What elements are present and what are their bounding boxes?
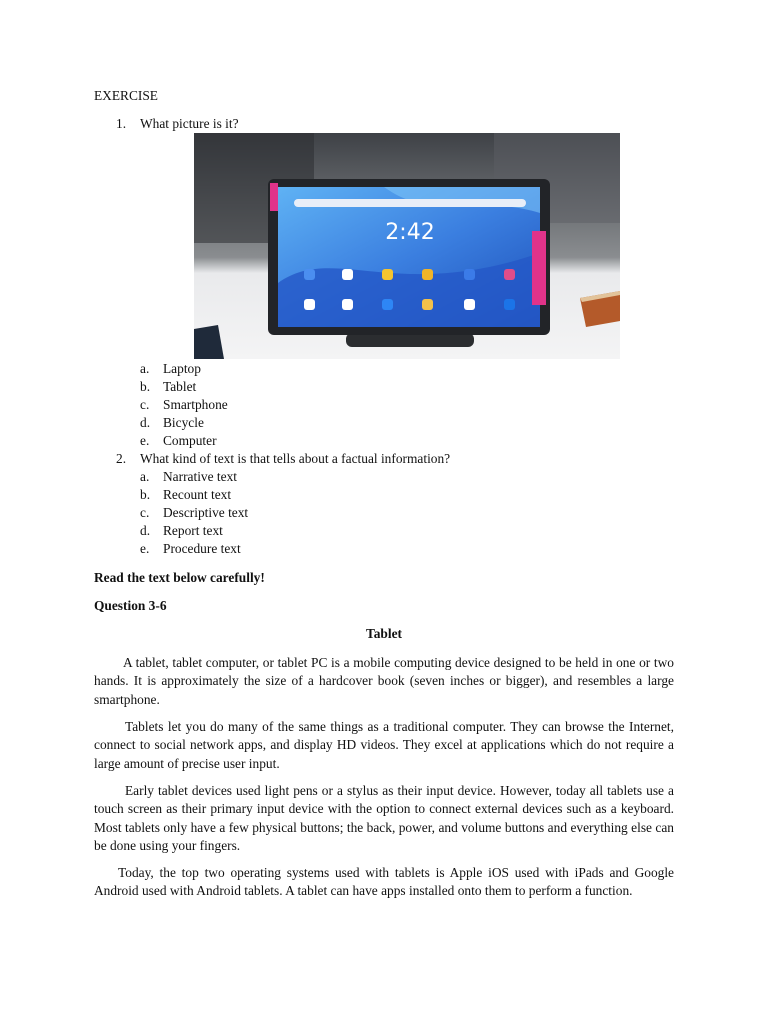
q1-option-d-text: Bicycle: [163, 415, 204, 430]
question-2-number: 2.: [116, 451, 127, 466]
q2-option-b-text: Recount text: [163, 487, 232, 502]
tablet-clock: 2:42: [385, 220, 435, 245]
q1-option-d-letter: d.: [140, 415, 151, 430]
question-2-text: What kind of text is that tells about a factual information?: [140, 451, 451, 466]
q2-option-a-text: Narrative text: [163, 469, 237, 484]
paragraph-2: Tablets let you do many of the same things as a traditional computer. They can browse the Internet, connect to social network apps, and display HD videos. They excel at applications which do not require a large amount of precise user input.: [94, 719, 674, 771]
reading-title: Tablet: [366, 626, 402, 641]
q2-option-a-letter: a.: [140, 469, 150, 484]
q2-option-c-letter: c.: [140, 505, 150, 520]
paragraph-1: A tablet, tablet computer, or tablet PC is a mobile computing device designed to be held in one or two hands. It is approximately the size of a hardcover book (seven inches or bigger), and resembles a large smartphone.: [94, 655, 674, 707]
q2-option-e-letter: e.: [140, 541, 150, 556]
q2-option-b-letter: b.: [140, 487, 151, 502]
tablet-photo: [194, 133, 620, 359]
paragraph-4: Today, the top two operating systems used with tablets is Apple iOS used with iPads and Google Android used with Android tablets. A tablet can have apps installed onto them to perform a function.: [94, 865, 674, 899]
q1-option-e-letter: e.: [140, 433, 150, 448]
question-1-number: 1.: [116, 116, 127, 131]
q2-option-d-letter: d.: [140, 523, 151, 538]
reading-instruction: Read the text below carefully!: [94, 570, 265, 585]
q2-option-e-text: Procedure text: [163, 541, 241, 556]
q1-option-a-text: Laptop: [163, 361, 201, 376]
exercise-heading: EXERCISE: [94, 88, 158, 103]
q1-option-c-text: Smartphone: [163, 397, 228, 412]
q1-option-b-letter: b.: [140, 379, 151, 394]
q1-option-b-text: Tablet: [163, 379, 197, 394]
question-range: Question 3-6: [94, 598, 167, 613]
question-1-text: What picture is it?: [140, 116, 239, 131]
paragraph-3: Early tablet devices used light pens or a stylus as their input device. However, today all tablets use a touch screen as their primary input device with the option to connect external devices such as a keyboard. Most tablets only have a few physical buttons; the back, power, and volume buttons and everything else can be done using your fingers.: [94, 783, 674, 854]
q1-option-e-text: Computer: [163, 433, 217, 448]
q2-option-d-text: Report text: [163, 523, 223, 538]
q2-option-c-text: Descriptive text: [163, 505, 249, 520]
q1-option-a-letter: a.: [140, 361, 150, 376]
q1-option-c-letter: c.: [140, 397, 150, 412]
